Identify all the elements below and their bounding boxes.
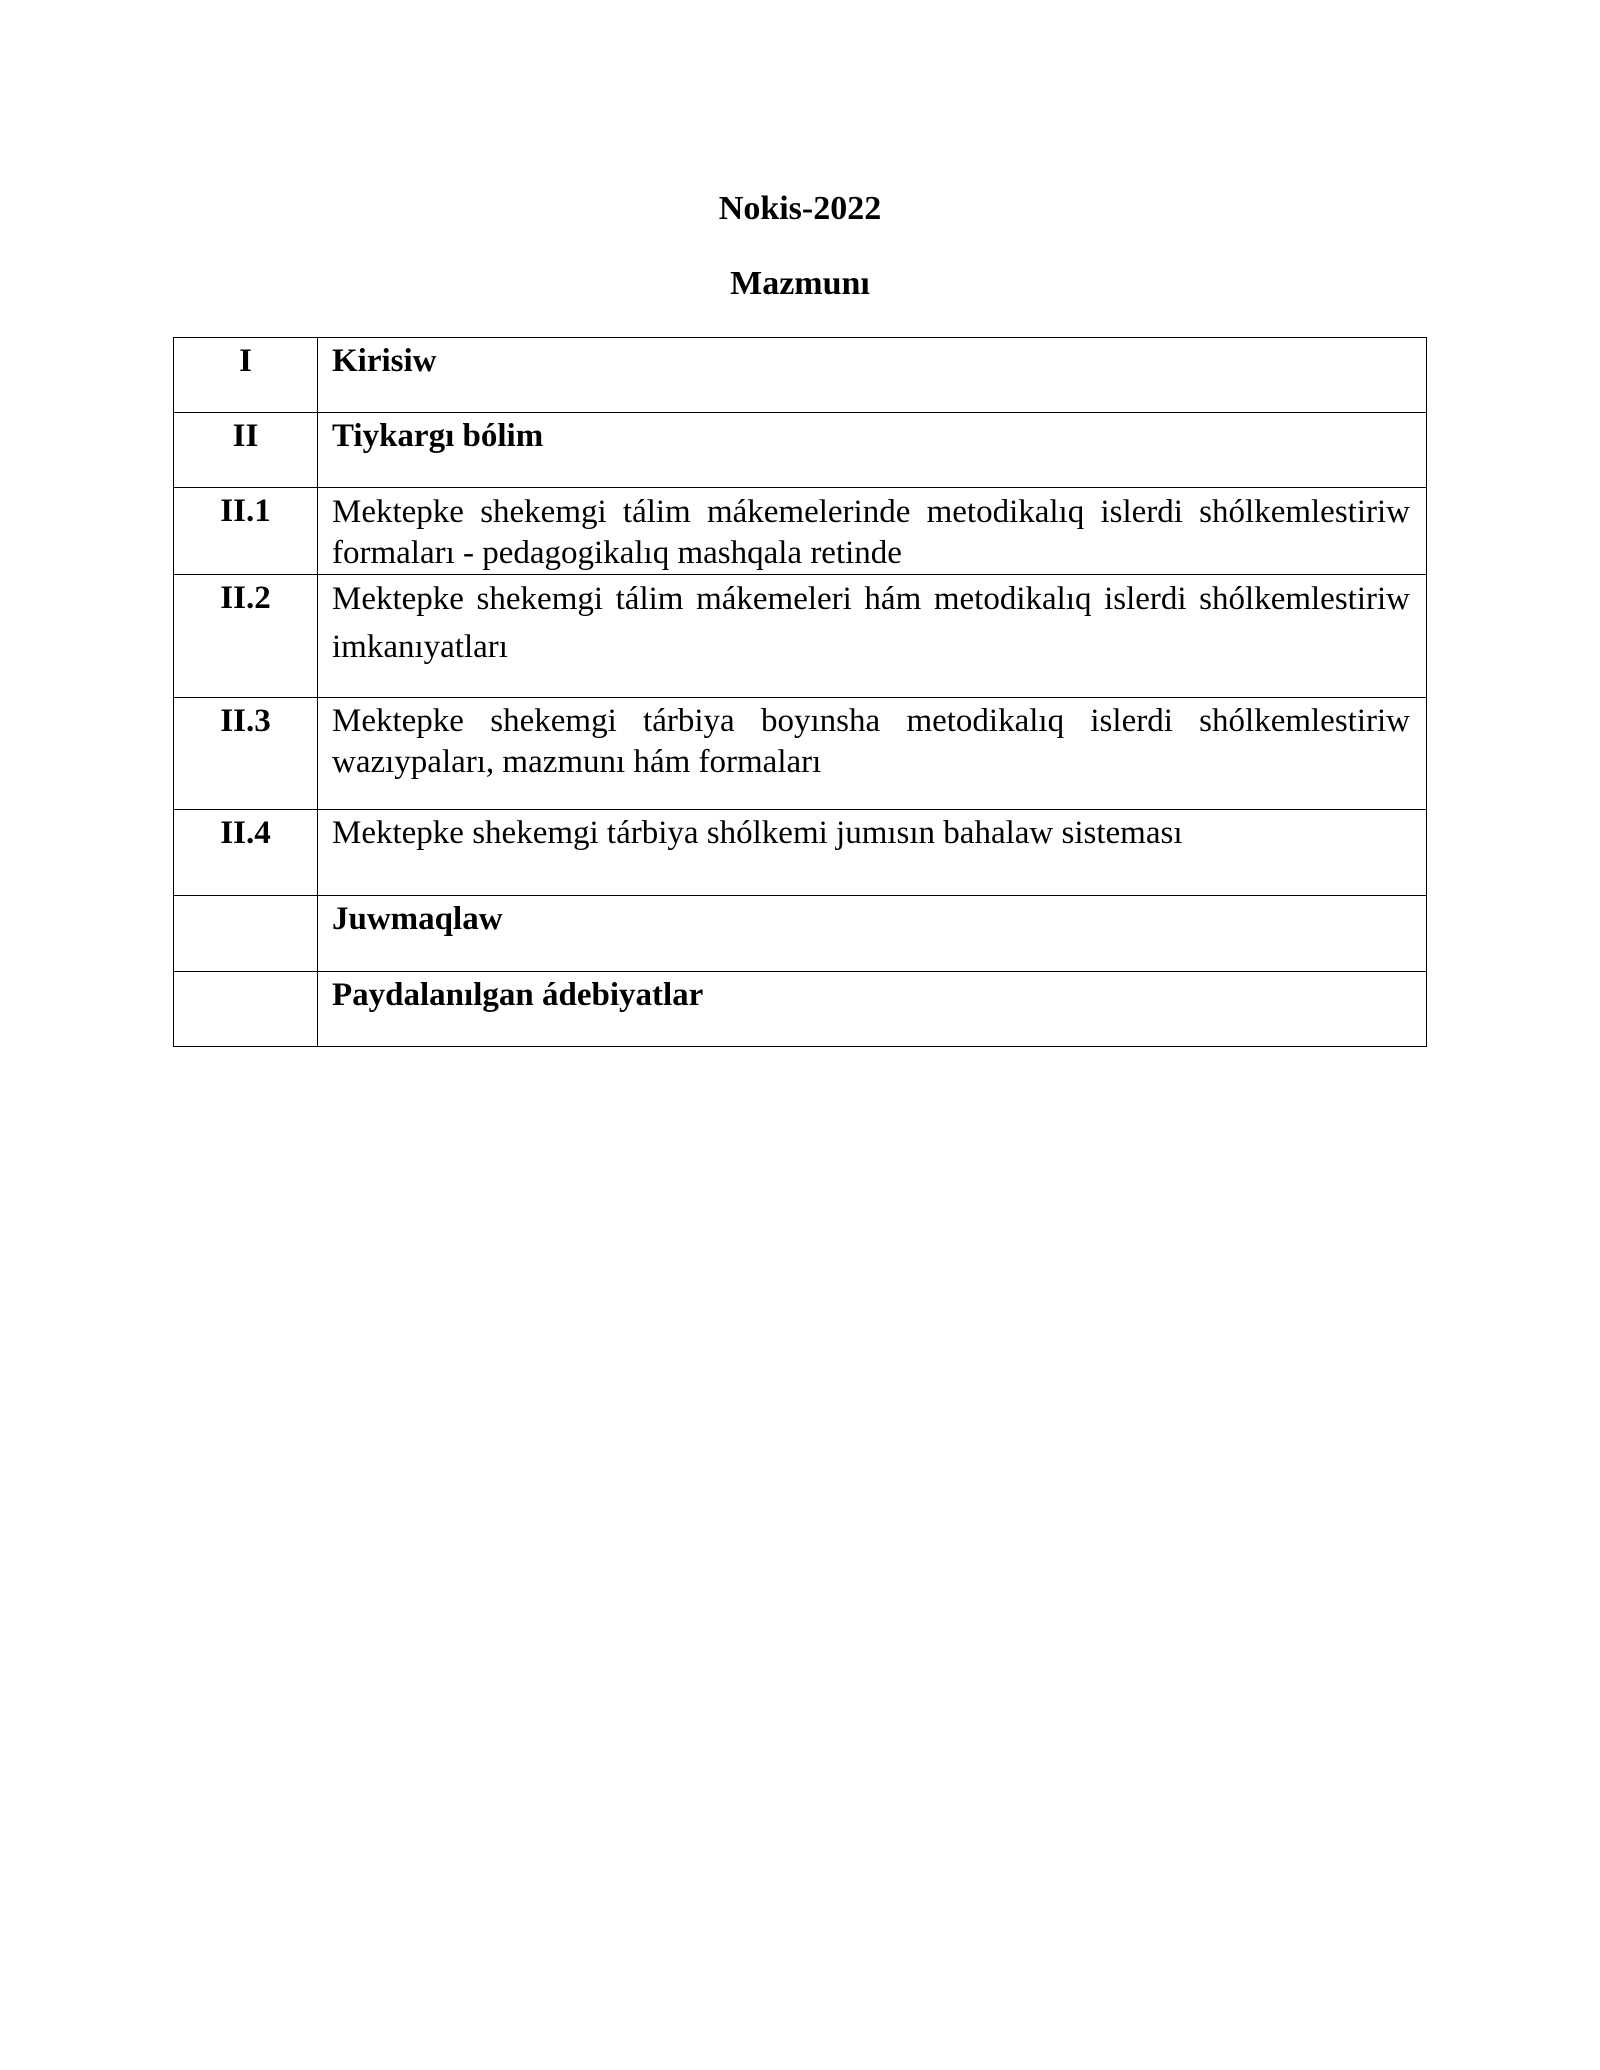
section-number: II.4 (174, 810, 318, 896)
section-title: Juwmaqlaw (318, 896, 1427, 972)
section-number (174, 972, 318, 1047)
section-number: II.2 (174, 575, 318, 698)
section-title: Mektepke shekemgi tárbiya boyınsha metodikalıq islerdi shólkemlestiriw wazıypaları, mazmunı hám formaları (318, 698, 1427, 810)
section-title: Mektepke shekemgi tálim mákemeleri hám metodikalıq islerdi shólkemlestiriw imkanıyatları (318, 575, 1427, 698)
section-number: II.1 (174, 488, 318, 575)
section-title: Paydalanılgan ádebiyatlar (318, 972, 1427, 1047)
table-row (174, 972, 1427, 1047)
table-row (174, 575, 1427, 698)
section-title: Mektepke shekemgi tárbiya shólkemi jumısın bahalaw sisteması (318, 810, 1427, 896)
table-row (174, 488, 1427, 575)
section-number: I (174, 338, 318, 413)
table-row (174, 896, 1427, 972)
section-title: Kirisiw (318, 338, 1427, 413)
section-number (174, 896, 318, 972)
table-row (174, 338, 1427, 413)
table-of-contents (173, 337, 1427, 1047)
table-row (174, 413, 1427, 488)
table-row (174, 698, 1427, 810)
section-number: II.3 (174, 698, 318, 810)
section-number: II (174, 413, 318, 488)
section-title: Tiykargı bólim (318, 413, 1427, 488)
contents-heading: Mazmunı (730, 265, 870, 302)
section-title: Mektepke shekemgi tálim mákemelerinde metodikalıq islerdi shólkemlestiriw formaları - pedagogikalıq mashqala retinde (318, 488, 1427, 575)
table-row (174, 810, 1427, 896)
city-year-heading: Nokis-2022 (718, 190, 882, 227)
